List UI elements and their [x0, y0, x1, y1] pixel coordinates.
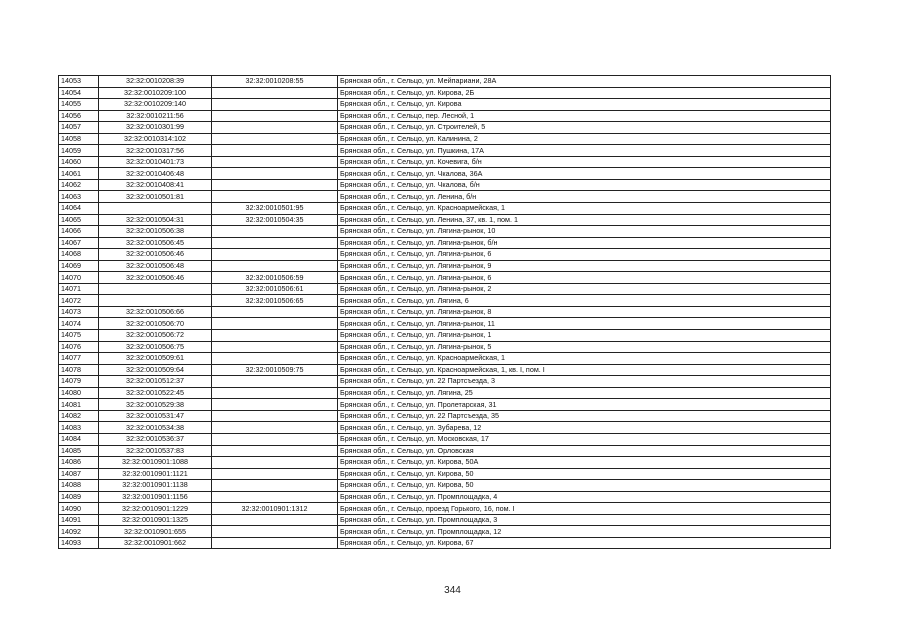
row-number-cell: 14085 [59, 445, 99, 457]
table-row [59, 295, 831, 307]
address-cell: Брянская обл., г. Сельцо, ул. Красноармейская, 1 [338, 203, 831, 215]
related-cadastral-number-cell: 32:32:0010901:1312 [212, 503, 338, 515]
row-number-cell: 14074 [59, 318, 99, 330]
row-number-cell: 14070 [59, 272, 99, 284]
related-cadastral-number-cell [212, 422, 338, 434]
table-row [59, 468, 831, 480]
row-number-cell: 14082 [59, 410, 99, 422]
row-number-cell: 14058 [59, 133, 99, 145]
related-cadastral-number-cell [212, 179, 338, 191]
cadastral-number-cell: 32:32:0010509:61 [99, 353, 212, 365]
table-row [59, 214, 831, 226]
table-row [59, 364, 831, 376]
cadastral-number-cell: 32:32:0010317:56 [99, 145, 212, 157]
row-number-cell: 14066 [59, 226, 99, 238]
table-row [59, 283, 831, 295]
table-row [59, 422, 831, 434]
table-row [59, 168, 831, 180]
cadastral-number-cell: 32:32:0010522:45 [99, 387, 212, 399]
table-row [59, 306, 831, 318]
address-cell: Брянская обл., г. Сельцо, ул. Пушкина, 17А [338, 145, 831, 157]
address-cell: Брянская обл., г. Сельцо, ул. Красноармейская, 1, кв. I, пом. I [338, 364, 831, 376]
related-cadastral-number-cell [212, 480, 338, 492]
related-cadastral-number-cell [212, 306, 338, 318]
address-cell: Брянская обл., г. Сельцо, ул. Калинина, 2 [338, 133, 831, 145]
related-cadastral-number-cell [212, 110, 338, 122]
address-cell: Брянская обл., г. Сельцо, ул. Лягина, 25 [338, 387, 831, 399]
address-cell: Брянская обл., г. Сельцо, ул. Кочевига, б/н [338, 156, 831, 168]
address-cell: Брянская обл., г. Сельцо, ул. Лягина-рынок, 9 [338, 260, 831, 272]
address-cell: Брянская обл., г. Сельцо, ул. Кирова [338, 99, 831, 111]
property-table-body [59, 76, 831, 549]
address-cell: Брянская обл., г. Сельцо, ул. Лягина, 6 [338, 295, 831, 307]
row-number-cell: 14054 [59, 87, 99, 99]
address-cell: Брянская обл., г. Сельцо, пер. Лесной, 1 [338, 110, 831, 122]
address-cell: Брянская обл., г. Сельцо, ул. Лягина-рынок, 5 [338, 341, 831, 353]
related-cadastral-number-cell [212, 318, 338, 330]
row-number-cell: 14063 [59, 191, 99, 203]
row-number-cell: 14072 [59, 295, 99, 307]
address-cell: Брянская обл., г. Сельцо, ул. Чкалова, 36А [338, 168, 831, 180]
row-number-cell: 14075 [59, 330, 99, 342]
related-cadastral-number-cell [212, 122, 338, 134]
cadastral-number-cell: 32:32:0010534:38 [99, 422, 212, 434]
related-cadastral-number-cell [212, 99, 338, 111]
table-row [59, 537, 831, 549]
address-cell: Брянская обл., г. Сельцо, ул. Пролетарская, 31 [338, 399, 831, 411]
cadastral-number-cell: 32:32:0010314:102 [99, 133, 212, 145]
related-cadastral-number-cell [212, 191, 338, 203]
related-cadastral-number-cell [212, 387, 338, 399]
cadastral-number-cell: 32:32:0010536:37 [99, 433, 212, 445]
related-cadastral-number-cell [212, 514, 338, 526]
address-cell: Брянская обл., г. Сельцо, ул. Лягина-рынок, 8 [338, 306, 831, 318]
row-number-cell: 14092 [59, 526, 99, 538]
row-number-cell: 14071 [59, 283, 99, 295]
row-number-cell: 14084 [59, 433, 99, 445]
row-number-cell: 14076 [59, 341, 99, 353]
table-row [59, 341, 831, 353]
cadastral-number-cell: 32:32:0010401:73 [99, 156, 212, 168]
related-cadastral-number-cell: 32:32:0010501:95 [212, 203, 338, 215]
row-number-cell: 14057 [59, 122, 99, 134]
related-cadastral-number-cell: 32:32:0010506:61 [212, 283, 338, 295]
row-number-cell: 14055 [59, 99, 99, 111]
related-cadastral-number-cell [212, 526, 338, 538]
cadastral-number-cell: 32:32:0010901:1325 [99, 514, 212, 526]
address-cell: Брянская обл., г. Сельцо, ул. Строителей, 5 [338, 122, 831, 134]
table-row [59, 353, 831, 365]
row-number-cell: 14086 [59, 457, 99, 469]
table-row [59, 76, 831, 88]
row-number-cell: 14059 [59, 145, 99, 157]
address-cell: Брянская обл., г. Сельцо, ул. Мейпариани, 28А [338, 76, 831, 88]
row-number-cell: 14068 [59, 249, 99, 261]
address-cell: Брянская обл., г. Сельцо, ул. Лягина-рынок, 11 [338, 318, 831, 330]
cadastral-number-cell: 32:32:0010208:39 [99, 76, 212, 88]
cadastral-number-cell: 32:32:0010901:1229 [99, 503, 212, 515]
table-row [59, 237, 831, 249]
cadastral-number-cell: 32:32:0010506:48 [99, 260, 212, 272]
related-cadastral-number-cell [212, 537, 338, 549]
table-row [59, 376, 831, 388]
cadastral-number-cell: 32:32:0010209:140 [99, 99, 212, 111]
related-cadastral-number-cell [212, 156, 338, 168]
cadastral-number-cell [99, 283, 212, 295]
row-number-cell: 14069 [59, 260, 99, 272]
row-number-cell: 14090 [59, 503, 99, 515]
table-row [59, 457, 831, 469]
cadastral-number-cell [99, 203, 212, 215]
address-cell: Брянская обл., г. Сельцо, ул. Промплощадка, 12 [338, 526, 831, 538]
related-cadastral-number-cell [212, 133, 338, 145]
cadastral-number-cell: 32:32:0010408:41 [99, 179, 212, 191]
cadastral-number-cell: 32:32:0010301:99 [99, 122, 212, 134]
cadastral-number-cell: 32:32:0010211:56 [99, 110, 212, 122]
address-cell: Брянская обл., г. Сельцо, ул. 22 Партсъезда, 3 [338, 376, 831, 388]
cadastral-number-cell: 32:32:0010537:83 [99, 445, 212, 457]
cadastral-number-cell: 32:32:0010901:662 [99, 537, 212, 549]
related-cadastral-number-cell [212, 226, 338, 238]
cadastral-number-cell: 32:32:0010506:66 [99, 306, 212, 318]
address-cell: Брянская обл., г. Сельцо, ул. Зубарева, 12 [338, 422, 831, 434]
row-number-cell: 14061 [59, 168, 99, 180]
address-cell: Брянская обл., г. Сельцо, ул. Ленина, 37, кв. 1, пом. 1 [338, 214, 831, 226]
table-row [59, 203, 831, 215]
cadastral-number-cell [99, 295, 212, 307]
address-cell: Брянская обл., г. Сельцо, ул. Кирова, 50А [338, 457, 831, 469]
cadastral-number-cell: 32:32:0010901:1088 [99, 457, 212, 469]
row-number-cell: 14073 [59, 306, 99, 318]
row-number-cell: 14089 [59, 491, 99, 503]
related-cadastral-number-cell [212, 433, 338, 445]
table-row [59, 503, 831, 515]
related-cadastral-number-cell [212, 491, 338, 503]
row-number-cell: 14081 [59, 399, 99, 411]
cadastral-number-cell: 32:32:0010901:1121 [99, 468, 212, 480]
row-number-cell: 14083 [59, 422, 99, 434]
cadastral-number-cell: 32:32:0010506:45 [99, 237, 212, 249]
table-row [59, 445, 831, 457]
cadastral-number-cell: 32:32:0010209:100 [99, 87, 212, 99]
address-cell: Брянская обл., г. Сельцо, ул. Ленина, б/н [338, 191, 831, 203]
property-table [58, 75, 831, 549]
related-cadastral-number-cell [212, 87, 338, 99]
table-row [59, 110, 831, 122]
table-row [59, 145, 831, 157]
row-number-cell: 14056 [59, 110, 99, 122]
row-number-cell: 14088 [59, 480, 99, 492]
address-cell: Брянская обл., г. Сельцо, ул. Кирова, 67 [338, 537, 831, 549]
address-cell: Брянская обл., г. Сельцо, ул. Лягина-рынок, 2 [338, 283, 831, 295]
table-row [59, 260, 831, 272]
row-number-cell: 14067 [59, 237, 99, 249]
cadastral-number-cell: 32:32:0010506:38 [99, 226, 212, 238]
address-cell: Брянская обл., г. Сельцо, проезд Горького, 16, пом. I [338, 503, 831, 515]
table-row [59, 191, 831, 203]
table-row [59, 387, 831, 399]
cadastral-number-cell: 32:32:0010506:46 [99, 272, 212, 284]
address-cell: Брянская обл., г. Сельцо, ул. Кирова, 50 [338, 468, 831, 480]
related-cadastral-number-cell: 32:32:0010506:59 [212, 272, 338, 284]
table-row [59, 249, 831, 261]
cadastral-number-cell: 32:32:0010901:1156 [99, 491, 212, 503]
cadastral-number-cell: 32:32:0010901:1138 [99, 480, 212, 492]
cadastral-number-cell: 32:32:0010901:655 [99, 526, 212, 538]
related-cadastral-number-cell [212, 330, 338, 342]
address-cell: Брянская обл., г. Сельцо, ул. Промплощадка, 4 [338, 491, 831, 503]
related-cadastral-number-cell [212, 353, 338, 365]
table-row [59, 179, 831, 191]
cadastral-number-cell: 32:32:0010506:46 [99, 249, 212, 261]
related-cadastral-number-cell [212, 260, 338, 272]
related-cadastral-number-cell: 32:32:0010504:35 [212, 214, 338, 226]
related-cadastral-number-cell [212, 410, 338, 422]
row-number-cell: 14064 [59, 203, 99, 215]
related-cadastral-number-cell: 32:32:0010509:75 [212, 364, 338, 376]
table-row [59, 318, 831, 330]
address-cell: Брянская обл., г. Сельцо, ул. Лягина-рынок, б/н [338, 237, 831, 249]
table-row [59, 133, 831, 145]
row-number-cell: 14087 [59, 468, 99, 480]
related-cadastral-number-cell [212, 468, 338, 480]
table-row [59, 122, 831, 134]
address-cell: Брянская обл., г. Сельцо, ул. Кирова, 50 [338, 480, 831, 492]
cadastral-number-cell: 32:32:0010406:48 [99, 168, 212, 180]
address-cell: Брянская обл., г. Сельцо, ул. Орловская [338, 445, 831, 457]
address-cell: Брянская обл., г. Сельцо, ул. Чкалова, б/н [338, 179, 831, 191]
address-cell: Брянская обл., г. Сельцо, ул. Лягина-рынок, 10 [338, 226, 831, 238]
related-cadastral-number-cell: 32:32:0010506:65 [212, 295, 338, 307]
table-row [59, 330, 831, 342]
related-cadastral-number-cell: 32:32:0010208:55 [212, 76, 338, 88]
related-cadastral-number-cell [212, 145, 338, 157]
table-row [59, 87, 831, 99]
table-row [59, 526, 831, 538]
address-cell: Брянская обл., г. Сельцо, ул. 22 Партсъезда, 35 [338, 410, 831, 422]
cadastral-number-cell: 32:32:0010504:31 [99, 214, 212, 226]
cadastral-number-cell: 32:32:0010506:70 [99, 318, 212, 330]
cadastral-number-cell: 32:32:0010529:38 [99, 399, 212, 411]
related-cadastral-number-cell [212, 249, 338, 261]
row-number-cell: 14093 [59, 537, 99, 549]
related-cadastral-number-cell [212, 237, 338, 249]
cadastral-number-cell: 32:32:0010506:75 [99, 341, 212, 353]
row-number-cell: 14079 [59, 376, 99, 388]
related-cadastral-number-cell [212, 445, 338, 457]
table-row [59, 480, 831, 492]
table-row [59, 156, 831, 168]
table-row [59, 433, 831, 445]
row-number-cell: 14080 [59, 387, 99, 399]
row-number-cell: 14053 [59, 76, 99, 88]
row-number-cell: 14065 [59, 214, 99, 226]
address-cell: Брянская обл., г. Сельцо, ул. Промплощадка, 3 [338, 514, 831, 526]
related-cadastral-number-cell [212, 457, 338, 469]
cadastral-number-cell: 32:32:0010501:81 [99, 191, 212, 203]
address-cell: Брянская обл., г. Сельцо, ул. Кирова, 2Б [338, 87, 831, 99]
page-number: 344 [444, 585, 461, 596]
row-number-cell: 14060 [59, 156, 99, 168]
related-cadastral-number-cell [212, 376, 338, 388]
cadastral-number-cell: 32:32:0010531:47 [99, 410, 212, 422]
cadastral-number-cell: 32:32:0010512:37 [99, 376, 212, 388]
row-number-cell: 14062 [59, 179, 99, 191]
row-number-cell: 14078 [59, 364, 99, 376]
table-row [59, 99, 831, 111]
table-row [59, 226, 831, 238]
address-cell: Брянская обл., г. Сельцо, ул. Московская, 17 [338, 433, 831, 445]
table-row [59, 399, 831, 411]
row-number-cell: 14091 [59, 514, 99, 526]
related-cadastral-number-cell [212, 341, 338, 353]
address-cell: Брянская обл., г. Сельцо, ул. Лягина-рынок, 6 [338, 249, 831, 261]
table-row [59, 491, 831, 503]
address-cell: Брянская обл., г. Сельцо, ул. Лягина-рынок, 1 [338, 330, 831, 342]
cadastral-number-cell: 32:32:0010509:64 [99, 364, 212, 376]
related-cadastral-number-cell [212, 399, 338, 411]
cadastral-number-cell: 32:32:0010506:72 [99, 330, 212, 342]
address-cell: Брянская обл., г. Сельцо, ул. Красноармейская, 1 [338, 353, 831, 365]
address-cell: Брянская обл., г. Сельцо, ул. Лягина-рынок, 6 [338, 272, 831, 284]
table-row [59, 272, 831, 284]
related-cadastral-number-cell [212, 168, 338, 180]
table-row [59, 514, 831, 526]
row-number-cell: 14077 [59, 353, 99, 365]
table-row [59, 410, 831, 422]
